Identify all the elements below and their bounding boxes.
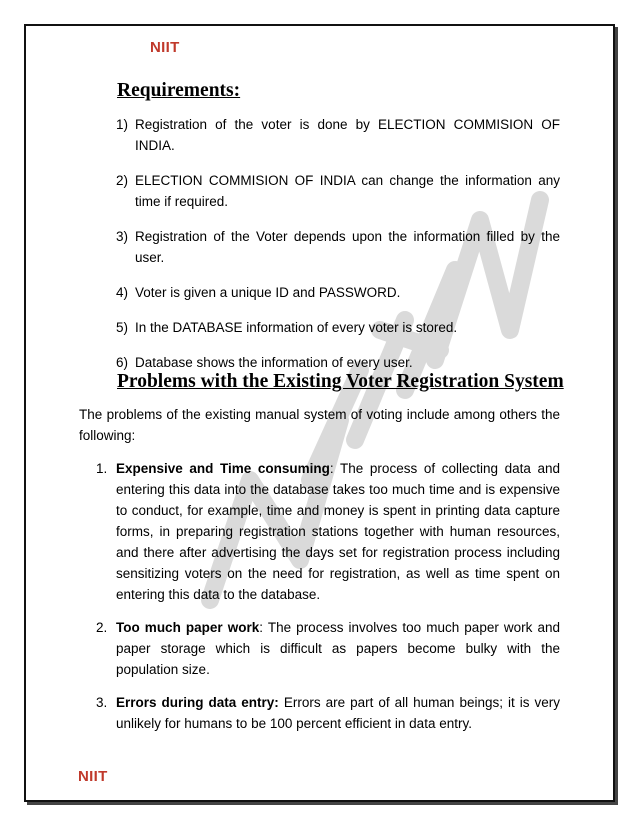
requirement-number: 3) [116, 229, 129, 244]
header-brand: NIIT [150, 39, 180, 56]
problem-text: The process of collecting data and entering this data into the database takes too much time and is expensive to conduct, for example, time and money is spent in printing data capture forms, in preparing registration stations together with human resources, and there after advertising the days set for registration process including sensitizing voters on the need for registration, as well as time spent on entering this data to the database. [116, 461, 561, 602]
requirement-text: In the DATABASE information of every voter is stored. [135, 320, 458, 335]
requirement-number: 4) [116, 285, 129, 300]
requirement-item [116, 282, 560, 303]
requirements-heading: Requirements: [117, 80, 241, 101]
problems-list [96, 458, 560, 746]
problems-heading: Problems with the Existing Voter Registration System [117, 371, 564, 392]
requirements-list [116, 114, 560, 387]
requirement-number: 5) [116, 320, 129, 335]
requirement-number: 1) [116, 117, 129, 132]
problem-number: 2. [96, 620, 108, 635]
problem-text: Errors are part of all human beings; it is very unlikely for humans to be 100 percent efficient in data entry. [116, 695, 561, 731]
problems-intro: The problems of the existing manual system of voting include among others the following: [79, 407, 560, 443]
requirement-text: Registration of the Voter depends upon the information filled by the user. [135, 229, 560, 265]
requirement-text: Database shows the information of every user. [135, 355, 413, 370]
requirement-text: Registration of the voter is done by ELECTION COMMISION OF INDIA. [135, 117, 560, 153]
problem-text: The process involves too much paper work and paper storage which is difficult as papers become bulky with the population size. [116, 620, 561, 677]
problem-body [116, 458, 560, 605]
requirement-item [116, 226, 560, 268]
requirement-item [116, 114, 560, 156]
problem-separator: : [329, 461, 341, 476]
requirement-number: 6) [116, 355, 129, 370]
problem-title: Errors during data entry: [116, 695, 279, 710]
requirement-item [116, 317, 560, 338]
requirement-number: 2) [116, 173, 129, 188]
problem-title: Expensive and Time consuming [116, 461, 330, 476]
footer-brand: NIIT [78, 768, 108, 785]
requirement-item [116, 352, 560, 373]
problem-title: Too much paper work [116, 620, 260, 635]
problem-item [96, 617, 560, 680]
problem-item [96, 692, 560, 734]
requirement-text: Voter is given a unique ID and PASSWORD. [135, 285, 401, 300]
problem-number: 3. [96, 695, 108, 710]
problem-separator: : [259, 620, 268, 635]
problem-body [116, 617, 560, 680]
requirement-item [116, 170, 560, 212]
requirement-text: ELECTION COMMISION OF INDIA can change the information any time if required. [135, 173, 560, 209]
problem-body [116, 692, 560, 734]
problem-number: 1. [96, 461, 108, 476]
problem-item [96, 458, 560, 605]
